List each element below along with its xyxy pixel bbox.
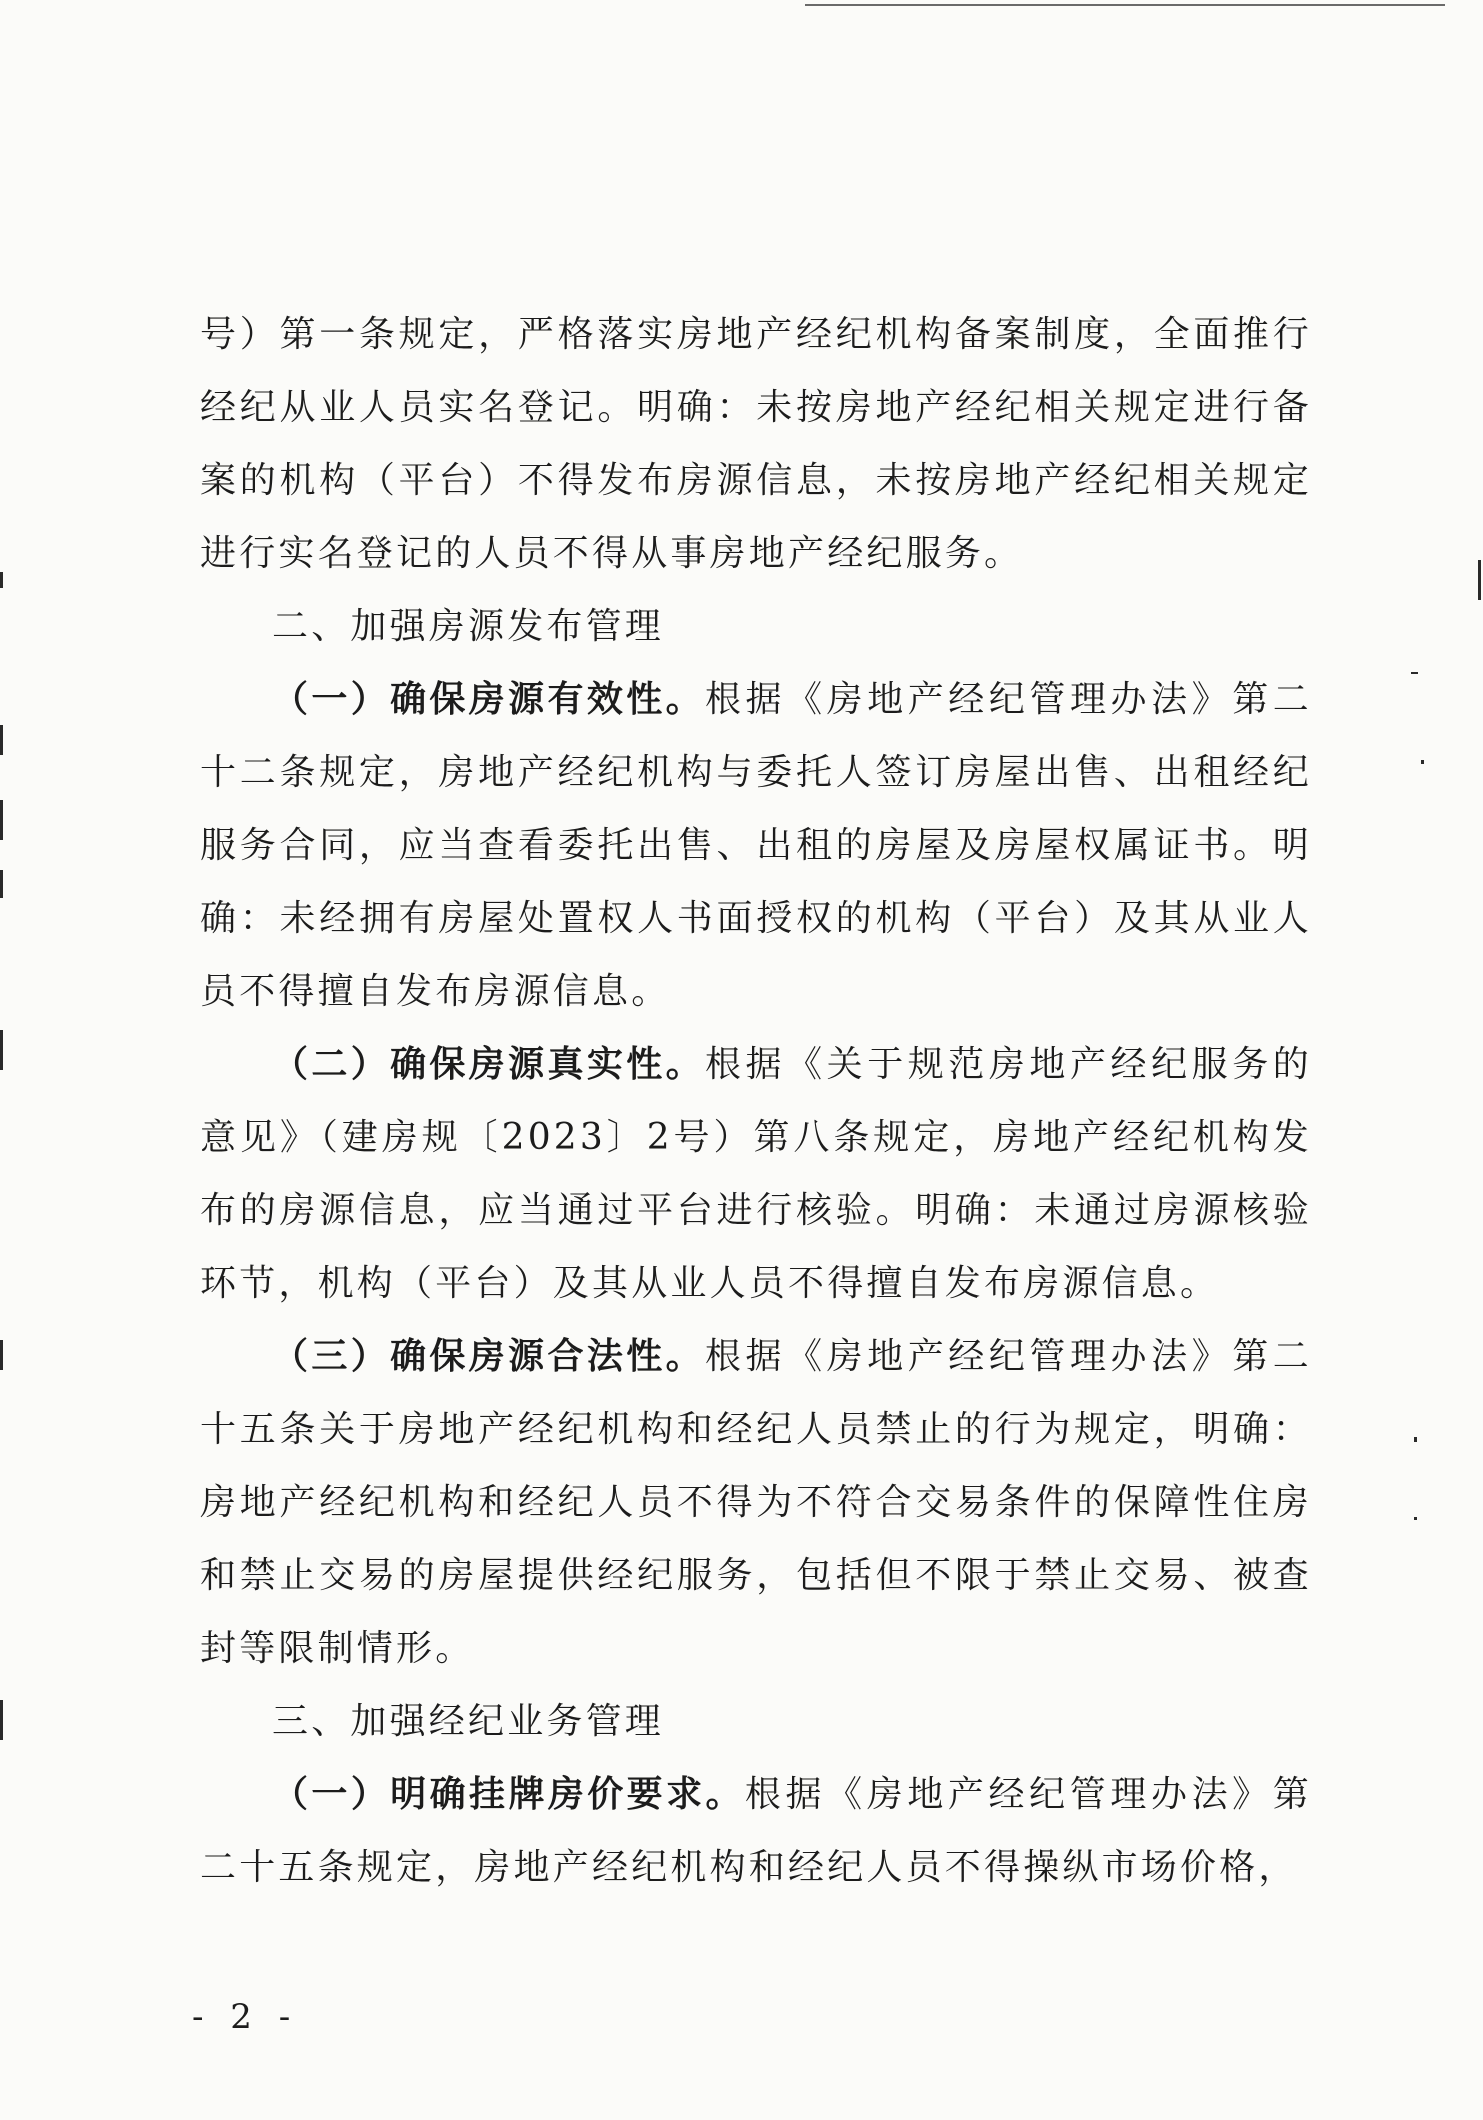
- section-heading-3: [200, 1685, 1312, 1758]
- heading-text: 二、加强房源发布管理: [272, 606, 665, 647]
- item-text: 根据《房地产经纪管理办法》第二十五条关于房地产经纪机构和经纪人员禁止的行为规定，明确：房地产经纪机构和经纪人员不得为不符合交易条件的保障性住房和禁止交易的房屋提供经纪服务，包括但不限于禁止交易、被查封等限制情形。: [200, 1336, 1312, 1669]
- item-authenticity: [200, 1028, 1312, 1320]
- scan-mark: [0, 572, 3, 588]
- top-rule: [805, 4, 1445, 6]
- paragraph-text: 号）第一条规定，严格落实房地产经纪机构备案制度，全面推行经纪从业人员实名登记。明确：未按房地产经纪相关规定进行备案的机构（平台）不得发布房源信息，未按房地产经纪相关规定进行实名登记的人员不得从事房地产经纪服务。: [200, 314, 1312, 574]
- item-text: 根据《关于规范房地产经纪服务的意见》（建房规〔2023〕2号）第八条规定，房地产经纪机构发布的房源信息，应当通过平台进行核验。明确：未通过房源核验环节，机构（平台）及其从业人员不得擅自发布房源信息。: [200, 1044, 1312, 1304]
- scan-mark: [1478, 560, 1481, 600]
- scan-mark: [0, 800, 3, 840]
- scan-mark: [1421, 760, 1424, 764]
- item-validity: [200, 663, 1312, 1028]
- item-lead: （三）确保房源合法性。: [272, 1336, 705, 1377]
- scan-mark: [1414, 1517, 1417, 1520]
- item-listing-price: [200, 1758, 1312, 1904]
- item-text: 根据《房地产经纪管理办法》第二十五条规定，房地产经纪机构和经纪人员不得操纵市场价格，: [200, 1774, 1312, 1888]
- scan-mark: [1411, 672, 1418, 674]
- heading-text: 三、加强经纪业务管理: [272, 1701, 665, 1742]
- scan-mark: [0, 1340, 3, 1370]
- item-lead: （一）确保房源有效性。: [272, 679, 705, 720]
- item-lead: （一）明确挂牌房价要求。: [272, 1774, 745, 1815]
- scan-mark: [0, 1700, 3, 1740]
- paragraph-continuation: [200, 298, 1312, 590]
- item-text: 根据《房地产经纪管理办法》第二十二条规定，房地产经纪机构与委托人签订房屋出售、出租经纪服务合同，应当查看委托出售、出租的房屋及房屋权属证书。明确：未经拥有房屋处置权人书面授权的机构（平台）及其从业人员不得擅自发布房源信息。: [200, 679, 1312, 1012]
- scan-mark: [0, 725, 3, 755]
- page-number: - 2 -: [192, 1997, 299, 2037]
- scan-mark: [0, 870, 3, 898]
- scan-mark: [1414, 1437, 1417, 1442]
- item-lead: （二）确保房源真实性。: [272, 1044, 705, 1085]
- scan-mark: [0, 1030, 3, 1070]
- document-body: [200, 298, 1312, 1904]
- section-heading-2: [200, 590, 1312, 663]
- item-legality: [200, 1320, 1312, 1685]
